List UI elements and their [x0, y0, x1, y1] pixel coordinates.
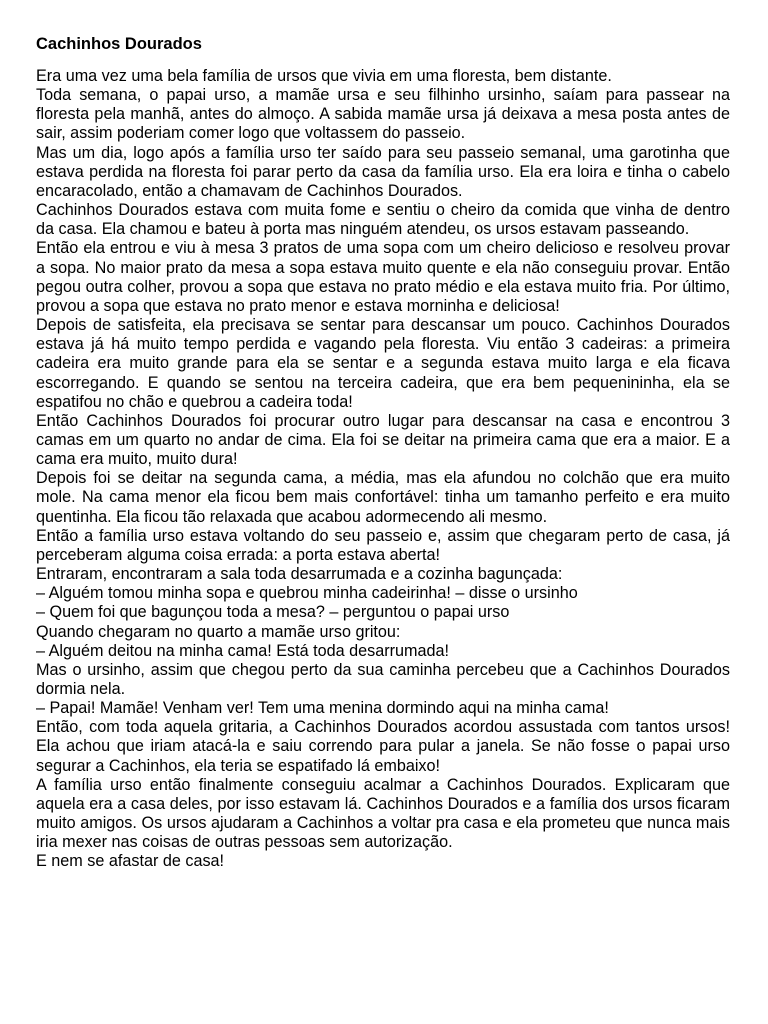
paragraph: Mas o ursinho, assim que chegou perto da sua caminha percebeu que a Cachinhos Dourados dormia nela. — [36, 660, 730, 698]
paragraph: Depois de satisfeita, ela precisava se sentar para descansar um pouco. Cachinhos Dourados estava já há muito tempo perdida e vagando pela floresta. Viu então 3 cadeiras: a primeira cadeira era muito grande para ela se sentar e a segunda estava muito larga e ela ficava escorregando. E quando se sentou na terceira cadeira, que era bem pequenininha, ela se espatifou no chão e quebrou a cadeira toda! — [36, 316, 730, 411]
dialogue-line: – Quem foi que bagunçou toda a mesa? – perguntou o papai urso — [36, 603, 510, 622]
paragraph: Então Cachinhos Dourados foi procurar outro lugar para descansar na casa e encontrou 3 camas em um quarto no andar de cima. Ela foi se deitar na primeira cama que era a maior. E a cama era muito, muito dura! — [36, 411, 730, 469]
paragraph: A família urso então finalmente conseguiu acalmar a Cachinhos Dourados. Explicaram que aquela era a casa deles, por isso estavam lá. Cachinhos Dourados e a família dos ursos ficaram muito amigos. Os ursos ajudaram a Cachinhos a voltar pra casa e ela prometeu que nunca mais iria mexer nas coisas de outras pessoas sem autorização. — [36, 775, 730, 852]
paragraph: Toda semana, o papai urso, a mamãe ursa e seu filhinho ursinho, saíam para passear na floresta pela manhã, antes do almoço. A sabida mamãe ursa já deixava a mesa posta antes de sair, assim poderiam comer logo que voltassem do passeio. — [36, 86, 730, 143]
paragraph: Entraram, encontraram a sala toda desarrumada e a cozinha bagunçada: — [36, 565, 563, 584]
paragraph: Então ela entrou e viu à mesa 3 pratos de uma sopa com um cheiro delicioso e resolveu provar a sopa. No maior prato da mesa a sopa estava muito quente e ela não conseguiu provar. Então pegou outra colher, provou a sopa que estava no prato médio e ela estava muito fria. Por último, provou a sopa que estava no prato menor e estava morninha e deliciosa! — [36, 239, 730, 315]
paragraph: Era uma vez uma bela família de ursos que vivia em uma floresta, bem distante. — [36, 67, 612, 85]
paragraph: Depois foi se deitar na segunda cama, a média, mas ela afundou no colchão que era muito mole. Na cama menor ela ficou bem mais confortável: tinha um tamanho perfeito e era muito quentinha. Ela ficou tão relaxada que acabou adormecendo ali mesmo. — [36, 469, 730, 526]
story-body — [36, 67, 730, 872]
paragraph: Quando chegaram no quarto a mamãe urso gritou: — [36, 622, 401, 641]
paragraph: Então a família urso estava voltando do seu passeio e, assim que chegaram perto de casa, já perceberam alguma coisa errada: a porta estava aberta! — [36, 526, 730, 564]
dialogue-line: – Alguém tomou minha sopa e quebrou minha cadeirinha! – disse o ursinho — [36, 584, 578, 603]
paragraph: E nem se afastar de casa! — [36, 852, 225, 871]
paragraph: Mas um dia, logo após a família urso ter saído para seu passeio semanal, uma garotinha que estava perdida na floresta foi parar perto da casa da família urso. Ela era loira e tinha o cabelo encaracolado, então a chamavam de Cachinhos Dourados. — [36, 143, 730, 200]
document-title: Cachinhos Dourados — [36, 35, 202, 53]
document-page — [36, 34, 730, 872]
paragraph: Cachinhos Dourados estava com muita fome e sentiu o cheiro da comida que vinha de dentro da casa. Ela chamou e bateu à porta mas ninguém atendeu, os ursos estavam passeando. — [36, 201, 730, 239]
dialogue-line: – Papai! Mamãe! Venham ver! Tem uma menina dormindo aqui na minha cama! — [36, 699, 609, 718]
paragraph: Então, com toda aquela gritaria, a Cachinhos Dourados acordou assustada com tantos ursos! Ela achou que iriam atacá-la e saiu correndo para pular a janela. Se não fosse o papai urso segurar a Cachinhos, ela teria se espatifado lá embaixo! — [36, 718, 730, 775]
dialogue-line: – Alguém deitou na minha cama! Está toda desarrumada! — [36, 641, 450, 660]
